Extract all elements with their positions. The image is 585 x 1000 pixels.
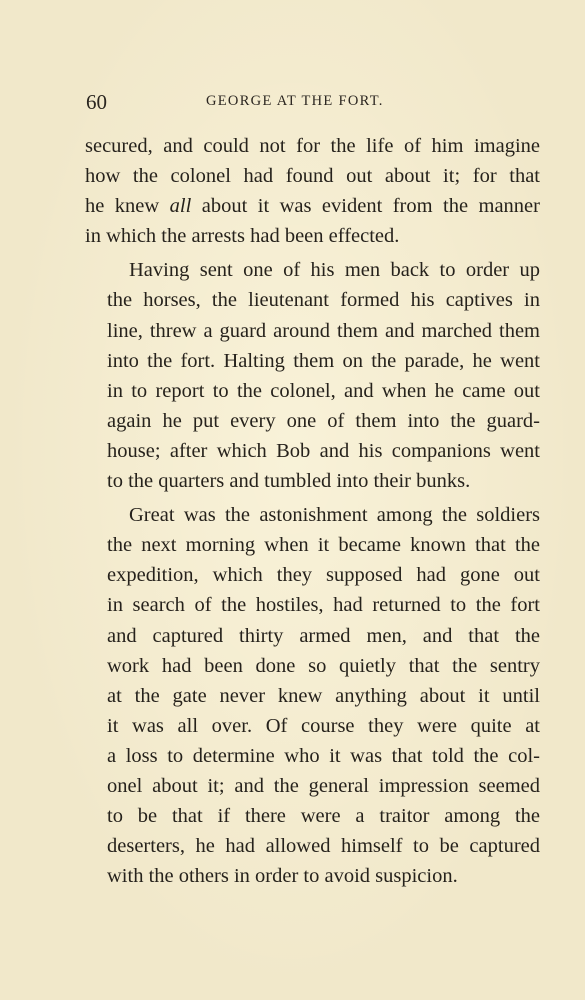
text-line: to be that if there were a traitor among the	[107, 805, 540, 828]
text-line: how the colonel had found out about it; for that	[85, 165, 540, 188]
text-line: he knew all about it was evident from the manner	[85, 195, 540, 218]
text-line: house; after which Bob and his companions went	[107, 439, 540, 462]
text-line: at the gate never knew anything about it until	[107, 684, 540, 707]
page-number: 60	[86, 90, 107, 114]
text-line: Great was the astonishment among the soldiers	[129, 504, 540, 527]
page-header	[86, 90, 541, 116]
running-title: GEORGE AT THE FORT.	[206, 93, 384, 109]
text-line: a loss to determine who it was that told the col-	[107, 744, 540, 767]
text-line: into the fort. Halting them on the parade, he went	[107, 349, 540, 372]
paragraph-2	[85, 255, 540, 496]
text-line: work had been done so quietly that the sentry	[107, 654, 540, 677]
text-line: the next morning when it became known that the	[107, 534, 540, 557]
text-line: deserters, he had allowed himself to be captured	[107, 835, 540, 858]
text-line: in search of the hostiles, had returned to the fort	[107, 594, 540, 617]
text-line: and captured thirty armed men, and that the	[107, 624, 540, 647]
paragraph-1	[85, 131, 540, 251]
text-line: the horses, the lieutenant formed his captives in	[107, 289, 540, 312]
text-line: secured, and could not for the life of him imagine	[85, 135, 540, 157]
text-line: expedition, which they supposed had gone out	[107, 564, 540, 587]
emphasis: all	[169, 195, 192, 218]
paragraph-3	[85, 500, 540, 891]
body-text	[85, 131, 540, 895]
text-line: again he put every one of them into the guard-	[107, 409, 540, 432]
text-line: in to report to the colonel, and when he came out	[107, 379, 540, 402]
text-line: with the others in order to avoid suspicion.	[107, 865, 458, 888]
text-line: to the quarters and tumbled into their bunks.	[107, 470, 471, 493]
text-line: line, threw a guard around them and marched them	[107, 319, 540, 342]
text-line: Having sent one of his men back to order up	[129, 259, 540, 282]
text-line: onel about it; and the general impression seemed	[107, 774, 540, 797]
text-line: it was all over. Of course they were quite at	[107, 714, 540, 737]
text-line: in which the arrests had been effected.	[85, 225, 400, 248]
